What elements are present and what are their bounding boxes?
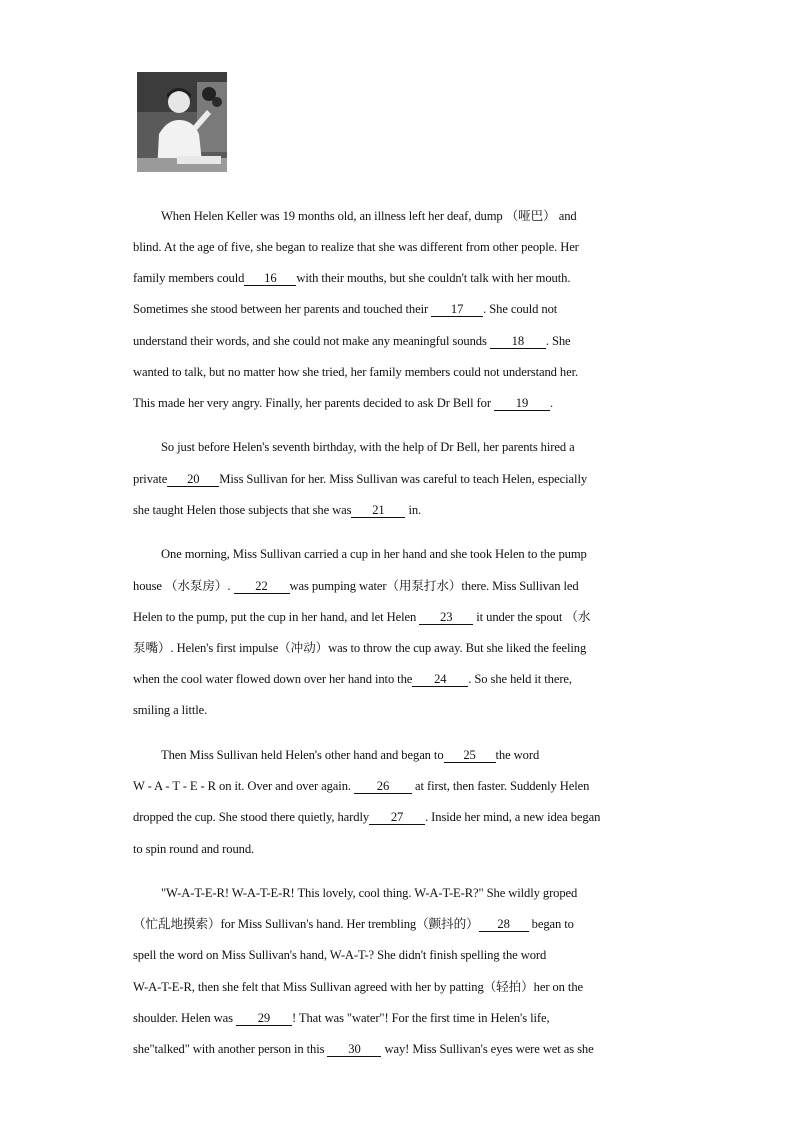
text-line [133,364,578,380]
text-segment: Helen to the pump, put the cup in her hand, and let Helen [133,610,420,624]
text-segment: was pumping water（用泵打水）there. Miss Sullivan led [289,579,579,593]
answer-blank: 28 [479,918,529,932]
text-segment: way! Miss Sullivan's eyes were wet as she [381,1042,594,1056]
text-segment: One morning, Miss Sullivan carried a cup in her hand and she took Helen to the pump [161,547,587,561]
text-segment: Then Miss Sullivan held Helen's other hand and began to [161,748,444,762]
answer-blank: 20 [167,473,219,487]
text-segment: shoulder. Helen was [133,1011,236,1025]
text-segment: dropped the cup. She stood there quietly, hardly [133,810,370,824]
answer-blank: 27 [369,811,425,825]
text-line [133,916,574,932]
answer-blank: 29 [236,1012,292,1026]
text-segment: 泵嘴）. Helen's first impulse（冲动）was to throw the cup away. But she liked the feeling [133,641,587,655]
text-segment: . So she held it there, [468,672,572,686]
text-segment: When Helen Keller was 19 months old, an illness left her deaf, dump （哑巴） and [161,209,577,223]
text-segment: . She could not [483,302,558,316]
text-segment: at first, then faster. Suddenly Helen [412,779,590,793]
text-line [133,301,557,317]
text-segment: the word [495,748,540,762]
text-line [133,979,583,995]
text-segment: spell the word on Miss Sullivan's hand, W-A-T-? She didn't finish spelling the word [133,948,547,962]
text-line [133,809,600,825]
answer-blank: 25 [444,749,496,763]
text-segment: house （水泵房）. [133,579,234,593]
text-segment: Sometimes she stood between her parents and touched their [133,302,432,316]
text-line [133,1010,550,1026]
text-line [133,395,553,411]
text-segment: "W-A-T-E-R! W-A-T-E-R! This lovely, cool thing. W-A-T-E-R?" She wildly groped [161,886,578,900]
text-segment: This made her very angry. Finally, her parents decided to ask Dr Bell for [133,396,494,410]
text-segment: （忙乱地摸索）for Miss Sullivan's hand. Her trembling（颤抖的） [133,917,479,931]
text-line [161,885,577,901]
text-segment: with their mouths, but she couldn't talk with her mouth. [296,271,571,285]
text-line [133,578,579,594]
text-segment: So just before Helen's seventh birthday, with the help of Dr Bell, her parents hired a [161,440,575,454]
text-line [133,502,421,518]
text-segment: understand their words, and she could not make any meaningful sounds [133,334,490,348]
text-line [161,439,575,455]
text-segment: blind. At the age of five, she began to realize that she was different from other people. Her [133,240,579,254]
text-segment: private [133,472,168,486]
text-segment: W-A-T-E-R, then she felt that Miss Sullivan agreed with her by patting（轻拍）her on the [133,980,584,994]
text-line [133,671,572,687]
answer-blank: 16 [244,272,296,286]
answer-blank: 22 [234,580,290,594]
text-line [133,333,571,349]
text-line [161,208,577,224]
text-segment: ! That was "water"! For the first time in Helen's life, [291,1011,550,1025]
answer-blank: 23 [419,611,473,625]
text-segment: in. [405,503,422,517]
text-line [133,239,579,255]
text-segment: smiling a little. [133,703,208,717]
text-segment: . [549,396,554,410]
text-segment: began to [528,917,574,931]
text-line [133,947,546,963]
text-segment: to spin round and round. [133,842,255,856]
answer-blank: 17 [431,303,483,317]
text-line [133,609,590,625]
answer-blank: 19 [494,397,550,411]
text-segment: . She [545,334,571,348]
text-segment: when the cool water flowed down over her hand into the [133,672,413,686]
answer-blank: 26 [354,780,412,794]
text-segment: . Inside her mind, a new idea began [425,810,601,824]
text-line [133,270,570,286]
answer-blank: 18 [490,335,546,349]
answer-blank: 30 [327,1043,381,1057]
text-line [133,841,254,857]
text-line [133,471,587,487]
text-line [133,1041,594,1057]
text-segment: she taught Helen those subjects that she was [133,503,352,517]
text-segment: Miss Sullivan for her. Miss Sullivan was careful to teach Helen, especially [219,472,588,486]
text-line [133,778,589,794]
text-line [161,747,539,763]
text-segment: wanted to talk, but no matter how she tried, her family members could not understand her. [133,365,579,379]
text-line [161,546,587,562]
text-segment: it under the spout （水 [473,610,591,624]
text-segment: she"talked" with another person in this [133,1042,328,1056]
helen-keller-photo [137,72,227,172]
text-segment: W - A - T - E - R on it. Over and over again. [133,779,354,793]
answer-blank: 24 [412,673,468,687]
text-segment: family members could [133,271,245,285]
answer-blank: 21 [351,504,405,518]
text-line [133,640,586,656]
text-line [133,702,207,718]
